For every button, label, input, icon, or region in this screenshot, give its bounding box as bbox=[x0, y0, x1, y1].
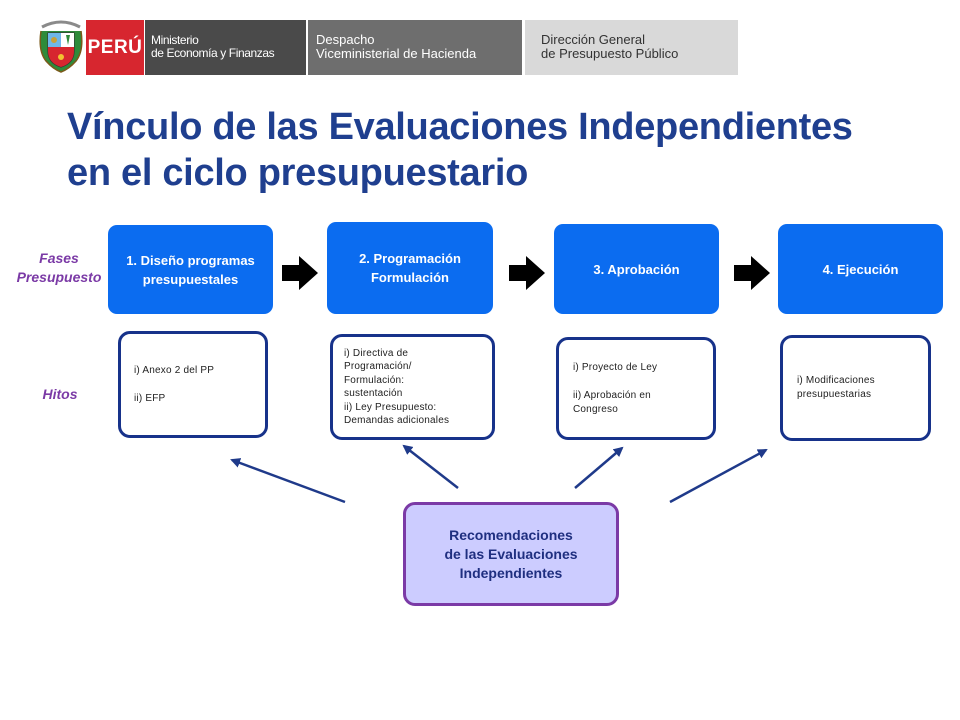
milestone-4-item-1: i) Modificaciones presupuestarias bbox=[797, 375, 875, 400]
ministry-line-1: Ministerio bbox=[151, 33, 199, 47]
connector-to-milestone-2 bbox=[404, 446, 458, 488]
fases-row-label: Fases Presupuesto bbox=[16, 250, 102, 285]
title-line-2: en el ciclo presupuestario bbox=[67, 152, 529, 194]
connector-to-milestone-3 bbox=[575, 448, 622, 488]
connector-to-milestone-4 bbox=[670, 450, 766, 502]
title-line-1: Vínculo de las Evaluaciones Independientes bbox=[67, 106, 853, 148]
country-label: PERÚ bbox=[87, 36, 143, 58]
ministry-line-2: de Economía y Finanzas bbox=[151, 46, 275, 60]
office-line-2: Viceministerial de Hacienda bbox=[316, 46, 477, 61]
phase-4-label: 4. Ejecución bbox=[822, 261, 899, 277]
milestone-1-item-2: ii) EFP bbox=[134, 392, 166, 404]
direction-line-2: de Presupuesto Público bbox=[541, 46, 679, 61]
milestone-3-item-2: ii) Aprobación en Congreso bbox=[573, 389, 651, 415]
office-line-1: Despacho bbox=[316, 32, 375, 47]
hitos-row-label: Hitos bbox=[42, 386, 78, 402]
direction-line-1: Dirección General bbox=[541, 32, 646, 47]
phase-2-label: 2. Programación Formulación bbox=[359, 251, 461, 285]
milestone-3-item-1: i) Proyecto de Ley bbox=[573, 361, 658, 373]
milestone-2-item-1: i) Directiva de Programación/ Formulación: sustentación ii) Ley Presupuesto: Demandas adicionales bbox=[344, 347, 450, 426]
connector-to-milestone-1 bbox=[232, 460, 345, 502]
recommendations-label: Recomendaciones de las Evaluaciones Independientes bbox=[444, 526, 578, 581]
milestone-1-item-1: i) Anexo 2 del PP bbox=[134, 364, 215, 376]
recommendations-box bbox=[403, 502, 619, 606]
phase-3-label: 3. Aprobación bbox=[593, 261, 680, 277]
phase-1-label: 1. Diseño programas presupuestales bbox=[126, 252, 255, 287]
